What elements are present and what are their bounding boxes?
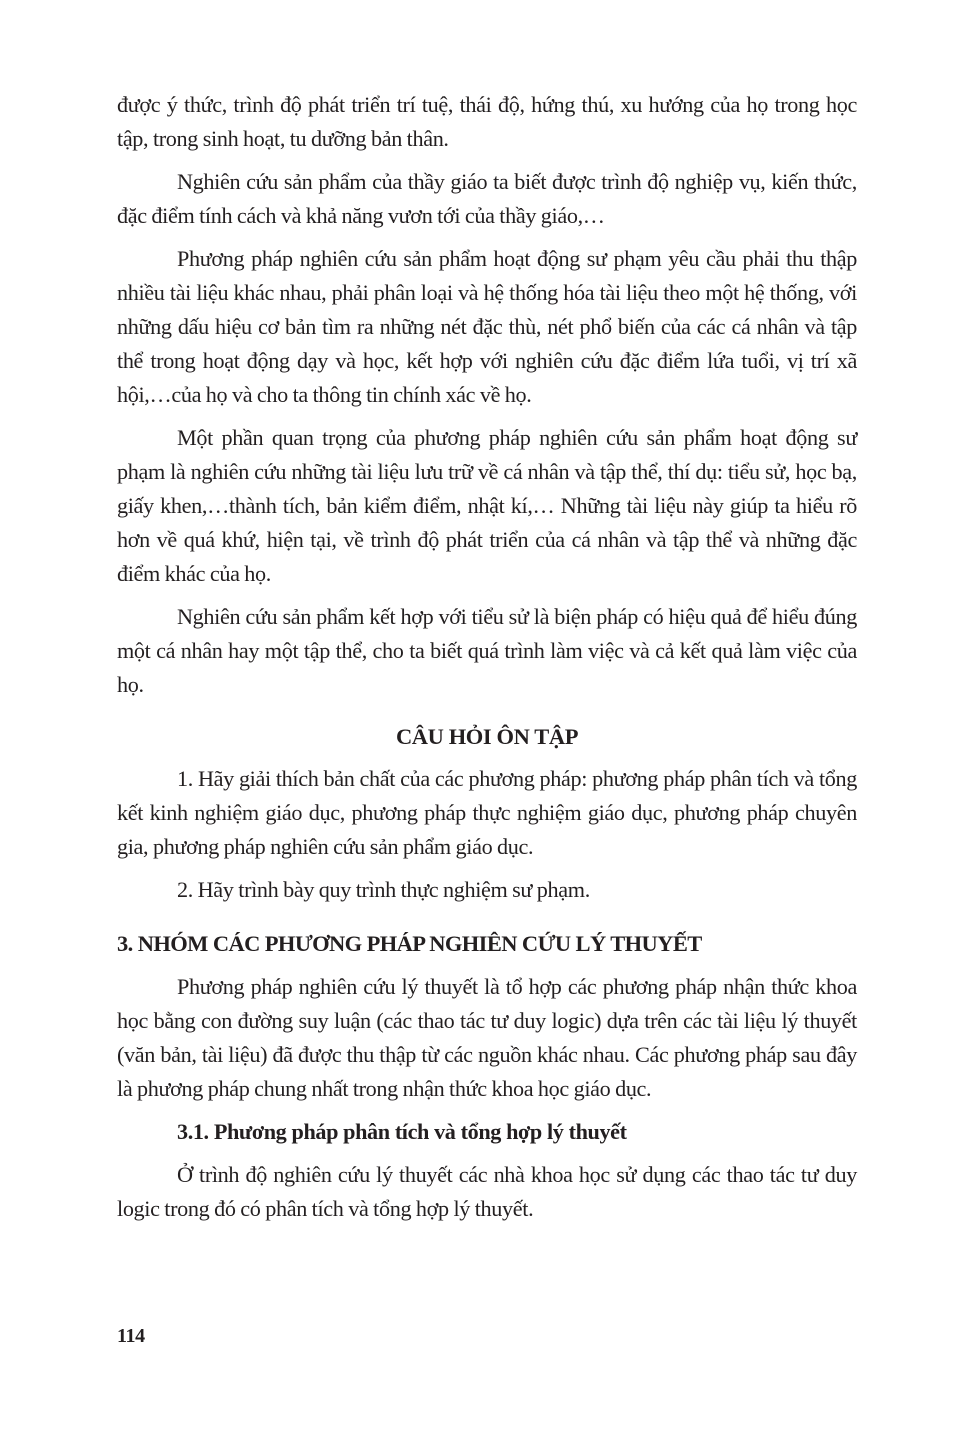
- paragraph-teacher-products: Nghiên cứu sản phẩm của thầy giáo ta biết được trình độ nghiệp vụ, kiến thức, đặc điểm tính cách và khả năng vươn tới của thầy giáo,…: [117, 169, 857, 228]
- paragraph-archival-documents: Một phần quan trọng của phương pháp nghiên cứu sản phẩm hoạt động sư phạm là nghiên cứu những tài liệu lưu trữ về cá nhân và tập thể, thí dụ: tiểu sử, học bạ, giấy khen,…thành tích, bản kiểm điểm, nhật kí,… Những tài liệu này giúp ta hiểu rõ hơn về quá khứ, hiện tại, về trình độ phát triển của cá nhân và tập thể và những đặc điểm khác của họ.: [117, 425, 857, 586]
- paragraph-method-requirements: Phương pháp nghiên cứu sản phẩm hoạt động sư phạm yêu cầu phải thu thập nhiều tài liệu khác nhau, phải phân loại và hệ thống hóa tài liệu theo một hệ thống, với những dấu hiệu cơ bản tìm ra những nét đặc thù, nét phổ biến của các cá nhân và tập thể trong hoạt động dạy và học, kết hợp với nghiên cứu đặc điểm lứa tuổi, vị trí xã hội,…của họ và cho ta thông tin chính xác về họ.: [117, 246, 857, 407]
- section-heading-theoretical-methods: 3. NHÓM CÁC PHƯƠNG PHÁP NGHIÊN CỨU LÝ THUYẾT: [117, 931, 702, 956]
- subsection-heading-analysis-synthesis: 3.1. Phương pháp phân tích và tổng hợp lý thuyết: [177, 1119, 627, 1144]
- paragraph-analysis-synthesis: Ở trình độ nghiên cứu lý thuyết các nhà khoa học sử dụng các thao tác tư duy logic trong đó có phân tích và tổng hợp lý thuyết.: [117, 1162, 857, 1221]
- page-number: 114: [117, 1325, 145, 1347]
- page-body: [117, 88, 857, 1235]
- paragraph-continued: được ý thức, trình độ phát triển trí tuệ, thái độ, hứng thú, xu hướng của họ trong học tập, trong sinh hoạt, tu dưỡng bản thân.: [117, 92, 857, 151]
- review-questions-heading: CÂU HỎI ÔN TẬP: [395, 724, 579, 749]
- review-question-1: 1. Hãy giải thích bản chất của các phương pháp: phương pháp phân tích và tổng kết kinh nghiệm giáo dục, phương pháp thực nghiệm giáo dục, phương pháp chuyên gia, phương pháp nghiên cứu sản phẩm giáo dục.: [117, 766, 857, 859]
- paragraph-biography-combination: Nghiên cứu sản phẩm kết hợp với tiểu sử là biện pháp có hiệu quả để hiểu đúng một cá nhân hay một tập thể, cho ta biết quá trình làm việc và cả kết quả làm việc của họ.: [117, 604, 857, 697]
- review-question-2: 2. Hãy trình bày quy trình thực nghiệm sư phạm.: [177, 877, 590, 902]
- paragraph-theoretical-methods: Phương pháp nghiên cứu lý thuyết là tổ hợp các phương pháp nhận thức khoa học bằng con đường suy luận (các thao tác tư duy logic) dựa trên các tài liệu lý thuyết (văn bản, tài liệu) đã được thu thập từ các nguồn khác nhau. Các phương pháp sau đây là phương pháp chung nhất trong nhận thức khoa học giáo dục.: [117, 974, 857, 1101]
